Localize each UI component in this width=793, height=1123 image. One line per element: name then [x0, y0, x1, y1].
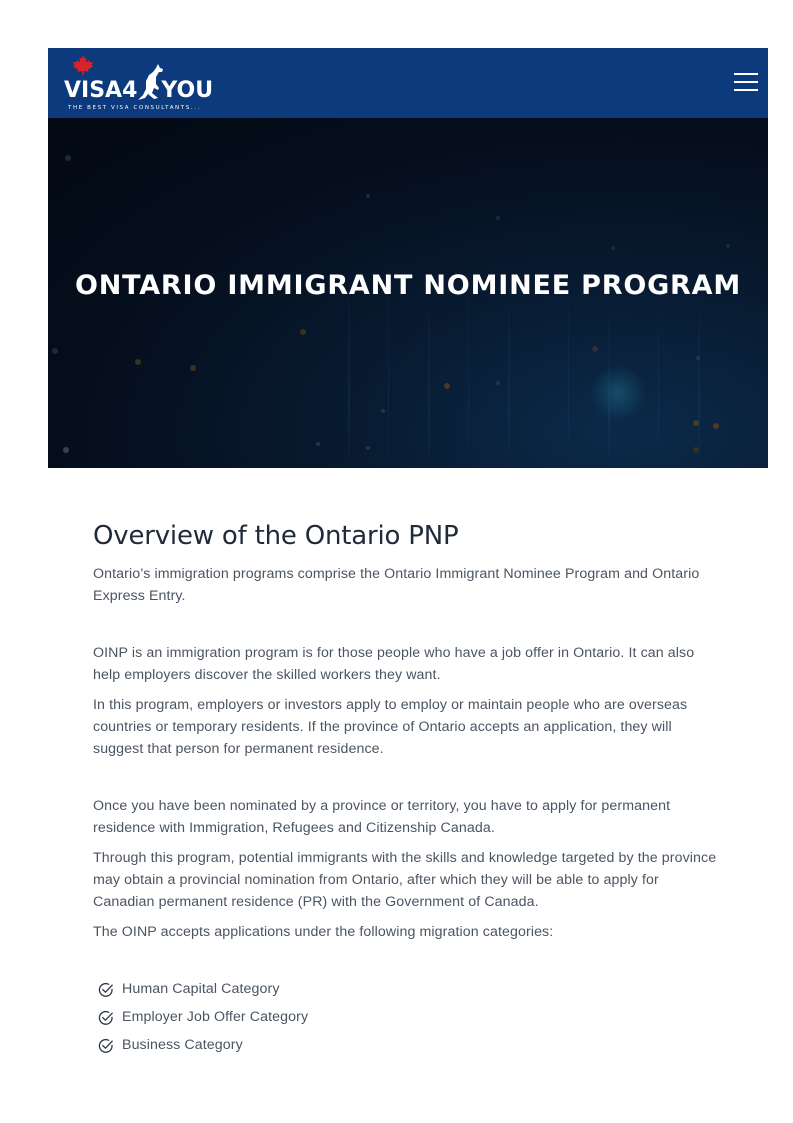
- check-circle-icon: [98, 982, 114, 998]
- check-circle-icon: [98, 1010, 114, 1026]
- hamburger-menu-icon[interactable]: [734, 72, 758, 92]
- page-title: ONTARIO IMMIGRANT NOMINEE PROGRAM: [74, 270, 742, 301]
- category-list: [93, 978, 723, 1062]
- list-item: [93, 1006, 723, 1034]
- paragraph-nomination: Once you have been nominated by a province or territory, you have to apply for permanent residence with Immigration, Refugees and Citizenship Canada.: [93, 798, 671, 836]
- maple-leaf-icon: [72, 54, 94, 76]
- site-header: [48, 48, 768, 118]
- kangaroo-icon: [134, 62, 168, 102]
- hero-banner: [48, 118, 768, 468]
- list-item-label: Business Category: [122, 1037, 243, 1053]
- list-item-label: Employer Job Offer Category: [122, 1009, 309, 1025]
- logo-brand-left: VISA: [64, 78, 123, 103]
- logo-brand-right: YOU: [161, 78, 214, 103]
- paragraph-categories-intro: The OINP accepts applications under the following migration categories:: [93, 924, 554, 940]
- main-content: [93, 518, 723, 1062]
- list-item: [93, 978, 723, 1006]
- paragraph-employers: In this program, employers or investors apply to employ or maintain people who are overseas countries or temporary residents. If the province of Ontario accepts an application, they will suggest that person for permanent residence.: [93, 697, 688, 757]
- logo-brand-number: 4: [122, 78, 138, 103]
- section-heading: Overview of the Ontario PNP: [93, 521, 459, 551]
- list-item-label: Human Capital Category: [122, 981, 280, 997]
- paragraph-potential-immigrants: Through this program, potential immigrants with the skills and knowledge targeted by the province may obtain a provincial nomination from Ontario, after which they will be able to apply for Canadian permanent residence (PR) with the Government of Canada.: [93, 850, 717, 910]
- check-circle-icon: [98, 1038, 114, 1054]
- site-logo[interactable]: [64, 54, 224, 114]
- paragraph-intro: Ontario’s immigration programs comprise the Ontario Immigrant Nominee Program and Ontario Express Entry.: [93, 566, 700, 604]
- list-item: [93, 1034, 723, 1062]
- paragraph-oinp: OINP is an immigration program is for those people who have a job offer in Ontario. It can also help employers discover the skilled workers they want.: [93, 645, 695, 683]
- logo-tagline: THE BEST VISA CONSULTANTS...: [68, 105, 201, 111]
